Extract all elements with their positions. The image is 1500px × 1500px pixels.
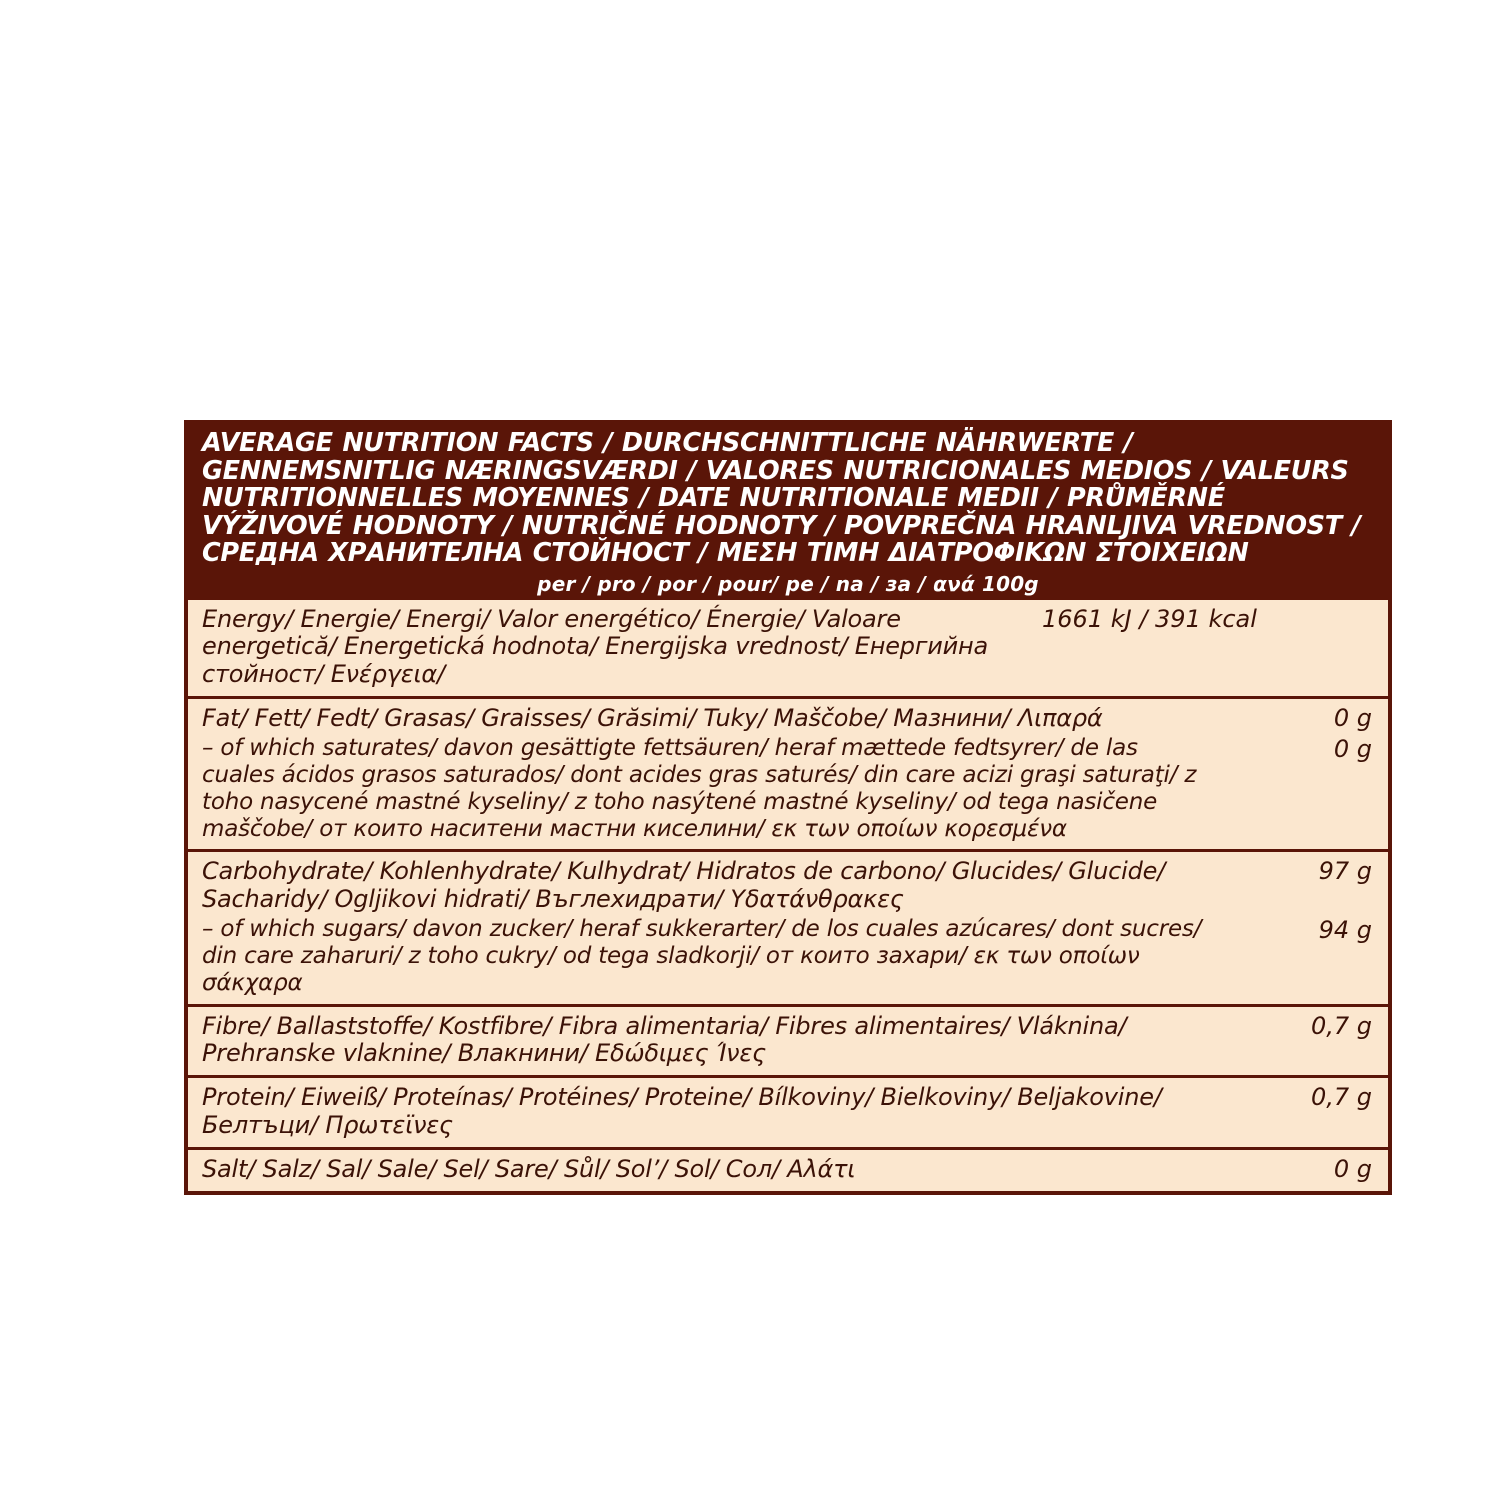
row-value-protein: 0,7 g: [1310, 1083, 1372, 1112]
row-label-protein: Protein/ Eiweiß/ Proteínas/ Protéines/ Proteine/ Bílkoviny/ Bielkoviny/ Beljakovine/ Белтъци/ Πρωτεϊνες: [202, 1083, 1162, 1139]
row-value-saturates: 0 g: [1333, 734, 1372, 763]
row-value-fibre: 0,7 g: [1310, 1011, 1372, 1040]
table-row: [188, 1147, 1388, 1191]
serving-basis: per / pro / por / pour/ pe / na / за / ανά 100g: [537, 571, 1039, 596]
table-header: [188, 424, 1388, 600]
row-label-carbohydrate: Carbohydrate/ Kohlenhydrate/ Kulhydrat/ Hidratos de carbono/ Glucides/ Glucide/ Sacharidy/ Ogljikovi hidrati/ Въглехидрати/ Υδατάνθρακες: [202, 857, 1166, 914]
row-value-carbohydrate: 97 g: [1318, 857, 1372, 886]
row-value-fat: 0 g: [1333, 704, 1372, 733]
table-row: [188, 600, 1388, 696]
table-group-fat: [188, 696, 1388, 849]
row-label-fibre: Fibre/ Ballaststoffe/ Kostfibre/ Fibra alimentaria/ Fibres alimentaires/ Vláknina/ Prehranske vlaknine/ Влакнини/ Εδώδιμες Ίνες: [202, 1011, 1127, 1068]
table-subrow: [188, 735, 1388, 850]
table-subrow: [188, 916, 1388, 1003]
row-value-sugars: 94 g: [1318, 916, 1372, 945]
nutrition-facts-table: [184, 420, 1392, 1195]
table-title: AVERAGE NUTRITION FACTS / DURCHSCHNITTLICHE NÄHRWERTE / GENNEMSNITLIG NÆRINGSVÆRDI / VALORES NUTRICIONALES MEDIOS / VALEURS NUTRITIONNELLES MOYENNES / DATE NUTRITIONALE MEDII / PRŮMĚRNÉ VÝŽIVOVÉ HODNOTY / NUTRIČNÉ HODNOTY / POVPREČNA HRANLJIVA VREDNOST / СРЕДНА ХРАНИТЕЛНА СТОЙНОСТ / ΜΕΣΗ ΤΙΜΗ ΔΙΑΤΡΟΦΙΚΩΝ ΣΤΟΙΧΕΙΩΝ: [202, 428, 1361, 569]
table-row: [188, 1075, 1388, 1147]
row-label-energy: Energy/ Energie/ Energi/ Valor energético/ Énergie/ Valoare energetică/ Energetická hodnota/ Energijska vrednost/ Енергийна стойност/ Ενέργεια/: [202, 604, 989, 689]
row-label-salt: Salt/ Salz/ Sal/ Sale/ Sel/ Sare/ Sůl/ Sol’/ Sol/ Сол/ Αλάτι: [202, 1154, 856, 1183]
table-group-carbohydrate: [188, 849, 1388, 1003]
row-value-salt: 0 g: [1333, 1154, 1372, 1183]
row-value-energy: 1661 kJ / 391 kcal: [1042, 604, 1257, 633]
row-label-saturates: – of which saturates/ davon gesättigte fettsäuren/ heraf mættede fedtsyrer/ de las cuales ácidos grasos saturados/ dont acides gras saturés/ din care acizi graşi saturaţi/ z toho nasycené mastné kyseliny/ z toho nasýtené mastné kyseliny/ od tega nasičene maščobe/ от които наситени мастни киселини/ εκ των οποίων κορεσμένα: [202, 734, 1197, 843]
row-label-sugars: – of which sugars/ davon zucker/ heraf sukkerarter/ de los cuales azúcares/ dont sucres/ din care zaharuri/ z toho cukry/ od tega sladkorji/ от които захари/ εκ των οποίων σάκχαρα: [202, 916, 1202, 997]
table-row: [188, 852, 1388, 916]
table-row: [188, 699, 1388, 735]
row-label-fat: Fat/ Fett/ Fedt/ Grasas/ Graisses/ Grăsimi/ Tuky/ Maščobe/ Мазнини/ Λιπαρά: [202, 704, 1103, 733]
table-row: [188, 1004, 1388, 1076]
